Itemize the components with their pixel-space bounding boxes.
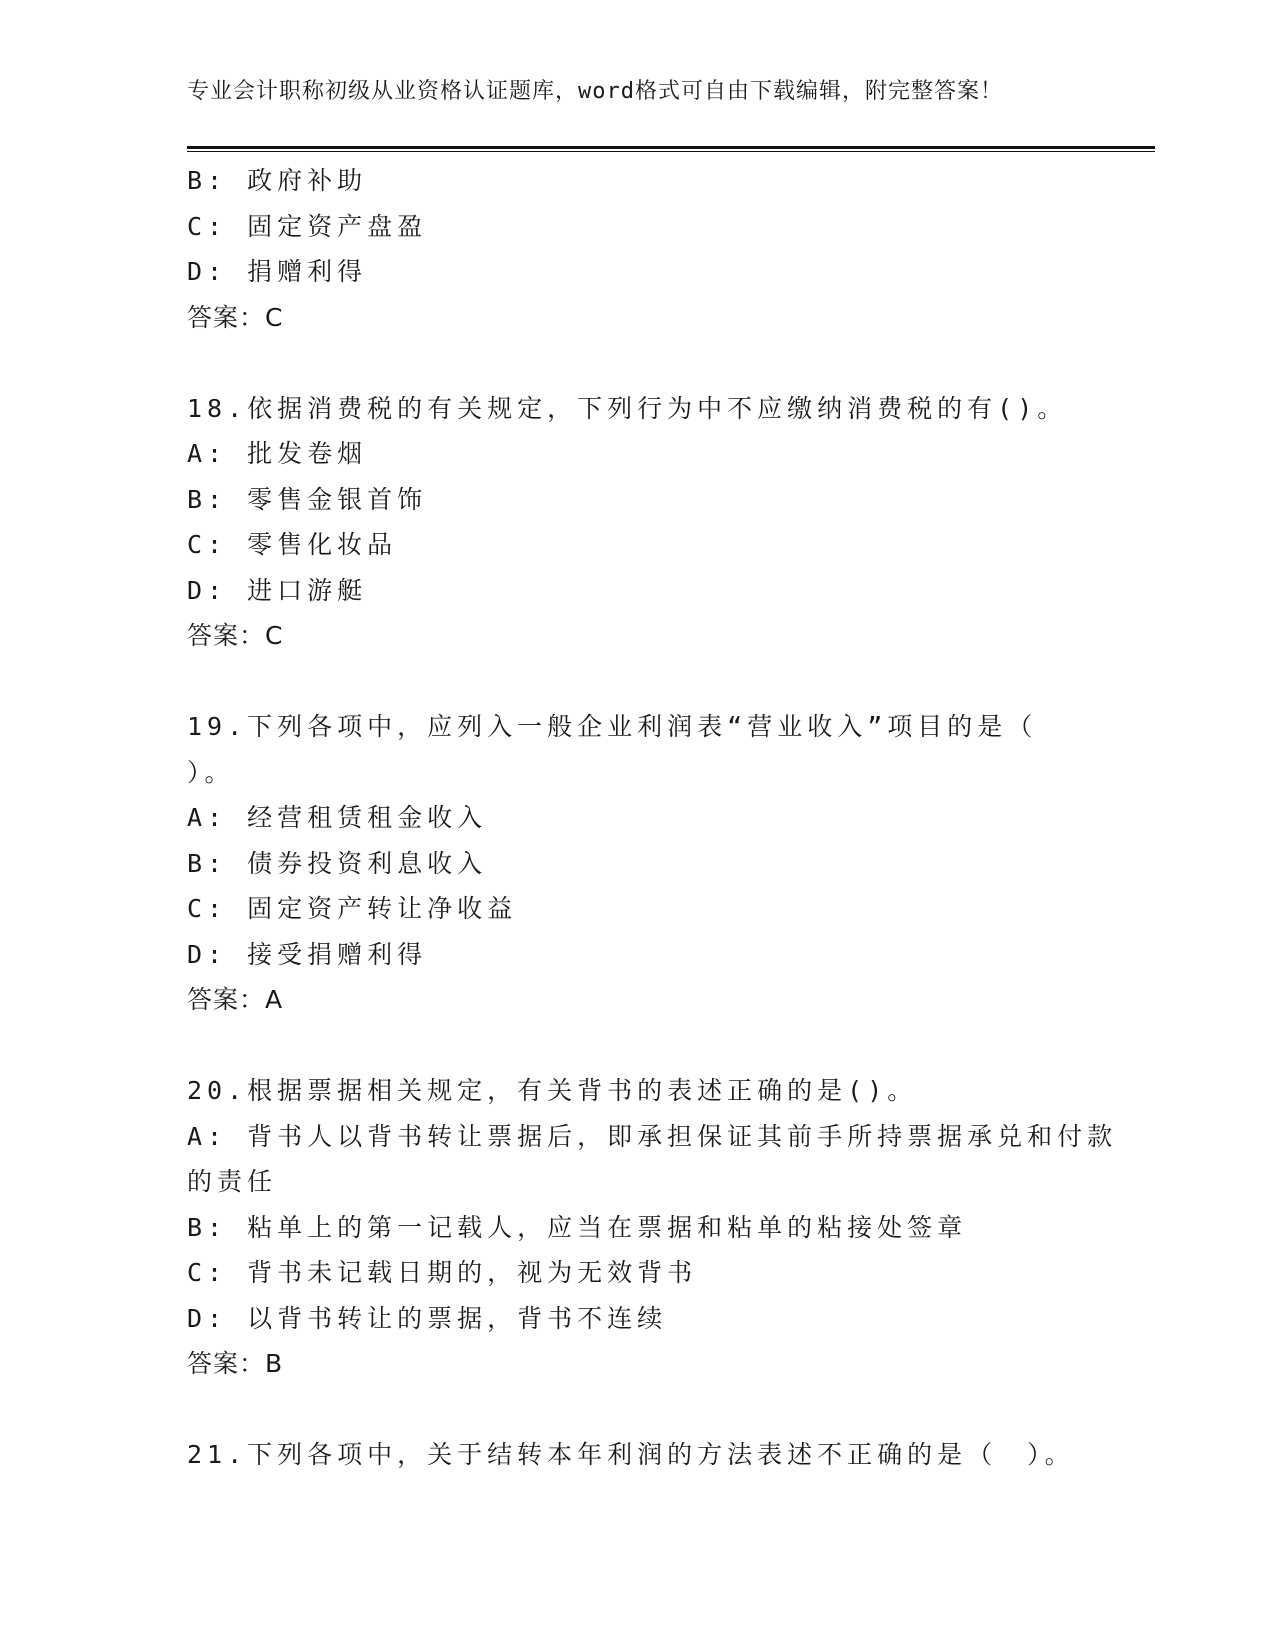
- spacer: [187, 340, 1087, 386]
- q19-option-d: D: 接受捐赠利得: [187, 939, 428, 969]
- q20-option-c: C: 背书未记载日期的，视为无效背书: [187, 1258, 698, 1287]
- q17-option-c: C: 固定资产盘盈: [187, 211, 428, 241]
- spacer: [187, 1387, 1087, 1433]
- q18-answer: 答案：C: [187, 621, 284, 650]
- question-content: [187, 158, 1118, 1478]
- q19-option-c: C: 固定资产转让净收益: [187, 894, 518, 923]
- q19-answer: 答案：A: [187, 985, 284, 1014]
- q20-stem: 20.根据票据相关规定，有关背书的表述正确的是()。: [187, 1076, 918, 1105]
- header-rule-thin: [187, 151, 1155, 152]
- q18-stem: 18.依据消费税的有关规定，下列行为中不应缴纳消费税的有()。: [187, 393, 1068, 423]
- question-19: [187, 704, 1087, 1023]
- q18-option-c: C: 零售化妆品: [187, 530, 398, 559]
- q20-answer: 答案：B: [187, 1349, 284, 1378]
- q20-option-b: B: 粘单上的第一记载人，应当在票据和粘单的粘接处签章: [187, 1212, 968, 1242]
- q17-option-b: B: 政府补助: [187, 166, 368, 195]
- q19-stem-line2: ）。: [187, 757, 235, 787]
- header-rule-thick: [187, 146, 1155, 149]
- q19-option-a: A: 经营租赁租金收入: [187, 803, 488, 832]
- q20-option-d: D: 以背书转让的票据，背书不连续: [187, 1303, 668, 1333]
- q17-option-d: D: 捐赠利得: [187, 257, 368, 286]
- q20-option-a-line2: 的责任: [187, 1167, 278, 1196]
- question-18: [187, 386, 1087, 659]
- q18-option-b: B: 零售金银首饰: [187, 484, 428, 514]
- q19-stem-line1: 19.下列各项中，应列入一般企业利润表“营业收入”项目的是（: [187, 712, 1038, 741]
- q20-option-a-line1: A: 背书人以背书转让票据后，即承担保证其前手所持票据承兑和付款: [187, 1121, 1118, 1151]
- question-20: [187, 1068, 1118, 1387]
- q19-option-b: B: 债券投资利息收入: [187, 848, 488, 878]
- question-17: [187, 158, 1087, 340]
- q18-option-d: D: 进口游艇: [187, 575, 368, 605]
- question-21: [187, 1432, 1087, 1478]
- q18-option-a: A: 批发卷烟: [187, 439, 368, 468]
- q21-stem: 21.下列各项中，关于结转本年利润的方法表述不正确的是（ ）。: [187, 1440, 1075, 1469]
- q17-answer: 答案：C: [187, 302, 284, 332]
- spacer: [187, 659, 1087, 705]
- spacer: [187, 1023, 1087, 1069]
- page-header: 专业会计职称初级从业资格认证题库，word格式可自由下载编辑，附完整答案！: [187, 79, 1003, 104]
